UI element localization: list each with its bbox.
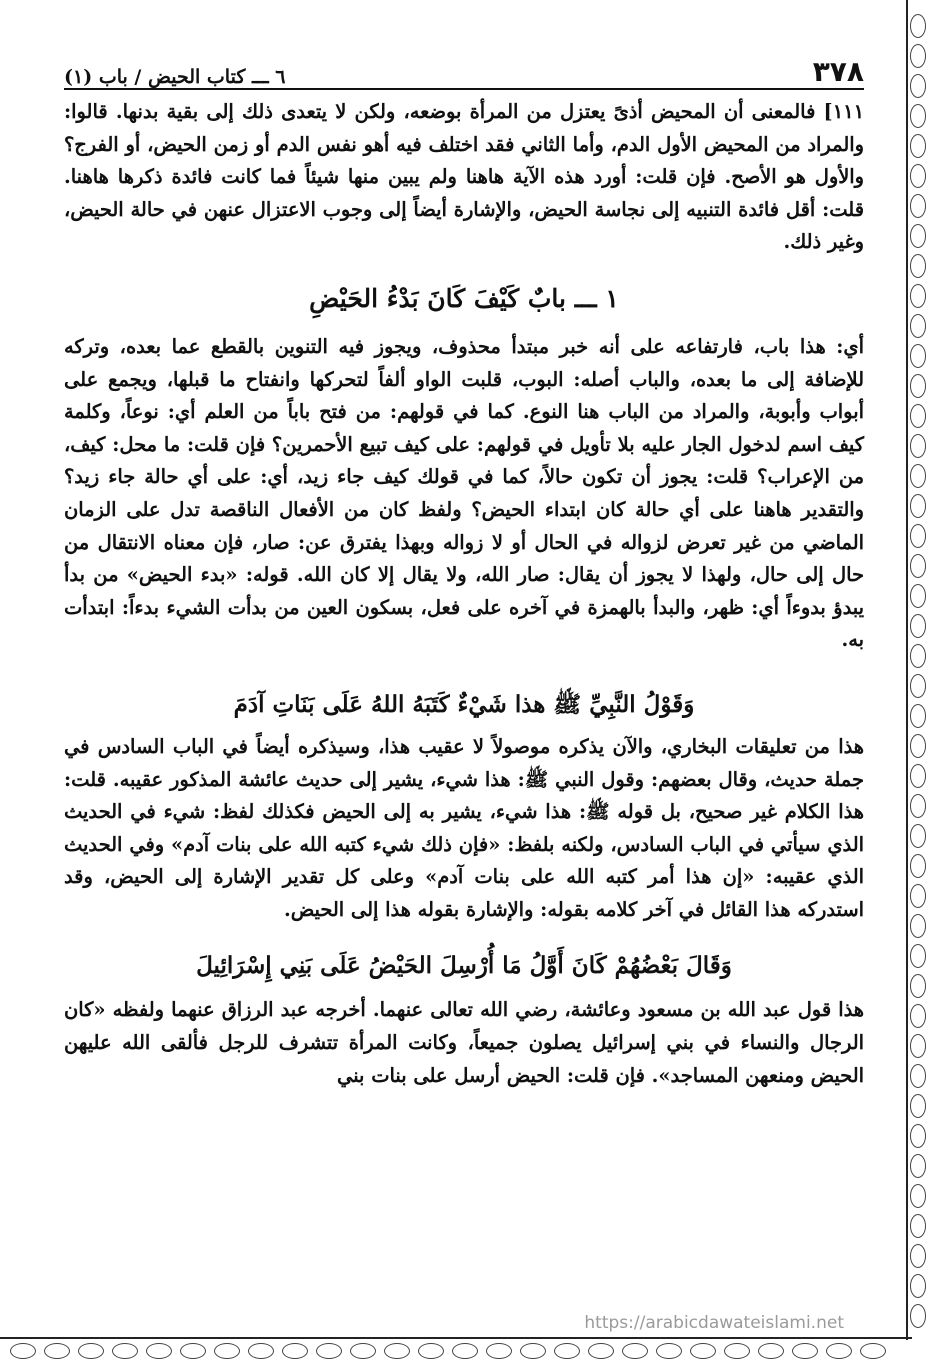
decorative-border-bottom — [0, 1337, 912, 1365]
chapter-heading: ١ ـــ بابٌ كَيْفَ كَانَ بَدْءُ الحَيْضِ — [309, 283, 619, 313]
paragraph-3: هذا من تعليقات البخاري، والآن يذكره موصولاً لا عقيب هذا، وسيذكره أيضاً في الباب السادس في جملة حديث، وقال بعضهم: وقول النبي ﷺ: هذا شيء، يشير إلى حديث عائشة المذكور عقيبه. قلت: هذا الكلام غير صحيح، بل قوله ﷺ: هذا شيء، يشير به إلى الحيض فكذلك لفظ: شيء في الحديث الذي سيأتي في الباب السادس، ولكنه بلفظ: «فإن ذلك شيء كتبه الله على بنات آدم» وفي الحديث الذي عقيبه: «إن هذا أمر كتبه الله على بنات آدم» وعلى كل تقدير الإشارة إلى الحيض، وقد استدركه هذا القائل في آخر كلامه بقوله: والإشارة بقوله هذا إلى الحيض. — [64, 734, 864, 921]
watermark-url: https://arabicdawateislami.net — [584, 1313, 844, 1333]
page-header — [64, 50, 864, 90]
running-title: ٦ ـــ كتاب الحيض / باب (١) — [64, 66, 286, 88]
hadith-heading: وَقَوْلُ النَّبِيِّ ﷺ هذا شَيْءٌ كَتَبَهُ اللهُ عَلَى بَنَاتِ آدَمَ — [233, 690, 695, 718]
paragraph-1: ١١١] فالمعنى أن المحيض أذىً يعتزل من المرأة بوضعه، ولكن لا يتعدى ذلك إلى بقية بدنها. قالوا: والمراد من المحيض الأول الدم، وأما الثاني فقد اختلف فيه أهو نفس الدم أو زمن الحيض، أو الفرج؟ والأول هو الأصح. فإن قلت: أورد هذه الآية هاهنا ولم يبين منها شيئاً فما كانت فائدة ذكرها هاهنا. قلت: أقل فائدة التنبيه إلى نجاسة الحيض، والإشارة أيضاً إلى وجوب الاعتزال عنهن في حالة الحيض، وغير ذلك. — [64, 100, 864, 254]
decorative-border-right — [906, 0, 930, 1340]
section-heading: وَقَالَ بَعْضُهُمْ كَانَ أَوَّلُ مَا أُرْسِلَ الحَيْضُ عَلَى بَنِي إِسْرَائِيلَ — [196, 952, 732, 980]
page-content — [64, 50, 864, 1092]
paragraph-2: أي: هذا باب، فارتفاعه على أنه خبر مبتدأ محذوف، ويجوز فيه التنوين بالقطع عما بعده، وتركه للإضافة إلى ما بعده، والباب أصله: البوب، قلبت الواو ألفاً لتحركها وانفتاح ما قبلها، ويجمع على أبواب وأبوبة، والمراد من الباب هنا النوع. كما في قولهم: من فتح باباً من العلم أي: نوعاً، وكلمة كيف اسم لدخول الجار عليه بلا تأويل في قولهم: على كيف تبيع الأحمرين؟ فإن قلت: ما محل: كيف، من الإعراب؟ قلت: يجوز أن تكون حالاً، كما في قولك كيف جاء زيد، أي: على أي حالة جاء زيد؟ والتقدير هاهنا على أي حالة كان ابتداء الحيض؟ ولفظ كان من الأفعال الناقصة تدل على الزمان الماضي من غير تعرض لزواله في الحال أو لا زواله وبهذا يفترق عن: صار، فإن معناه الانتقال من حال إلى حال، ولهذا لا يجوز أن يقال: صار الله، ولا يقال إلا كان الله. قوله: «بدء الحيض» من بدأ يبدؤ بدوءاً أي: ظهر، والبدأ بالهمزة في آخره على فعل، بسكون العين من بدأت الشيء بدءاً: ابتدأت به. — [64, 334, 864, 652]
paragraph-4: هذا قول عبد الله بن مسعود وعائشة، رضي الله تعالى عنهما. أخرجه عبد الرزاق عنهما ولفظه «كان الرجال والنساء في بني إسرائيل يصلون جميعاً، وكانت المرأة تتشرف للرجل فألقى الله عليهن الحيض ومنعهن المساجد». فإن قلت: الحيض أرسل على بنات بني — [64, 998, 864, 1087]
page-number: ٣٧٨ — [812, 55, 864, 88]
